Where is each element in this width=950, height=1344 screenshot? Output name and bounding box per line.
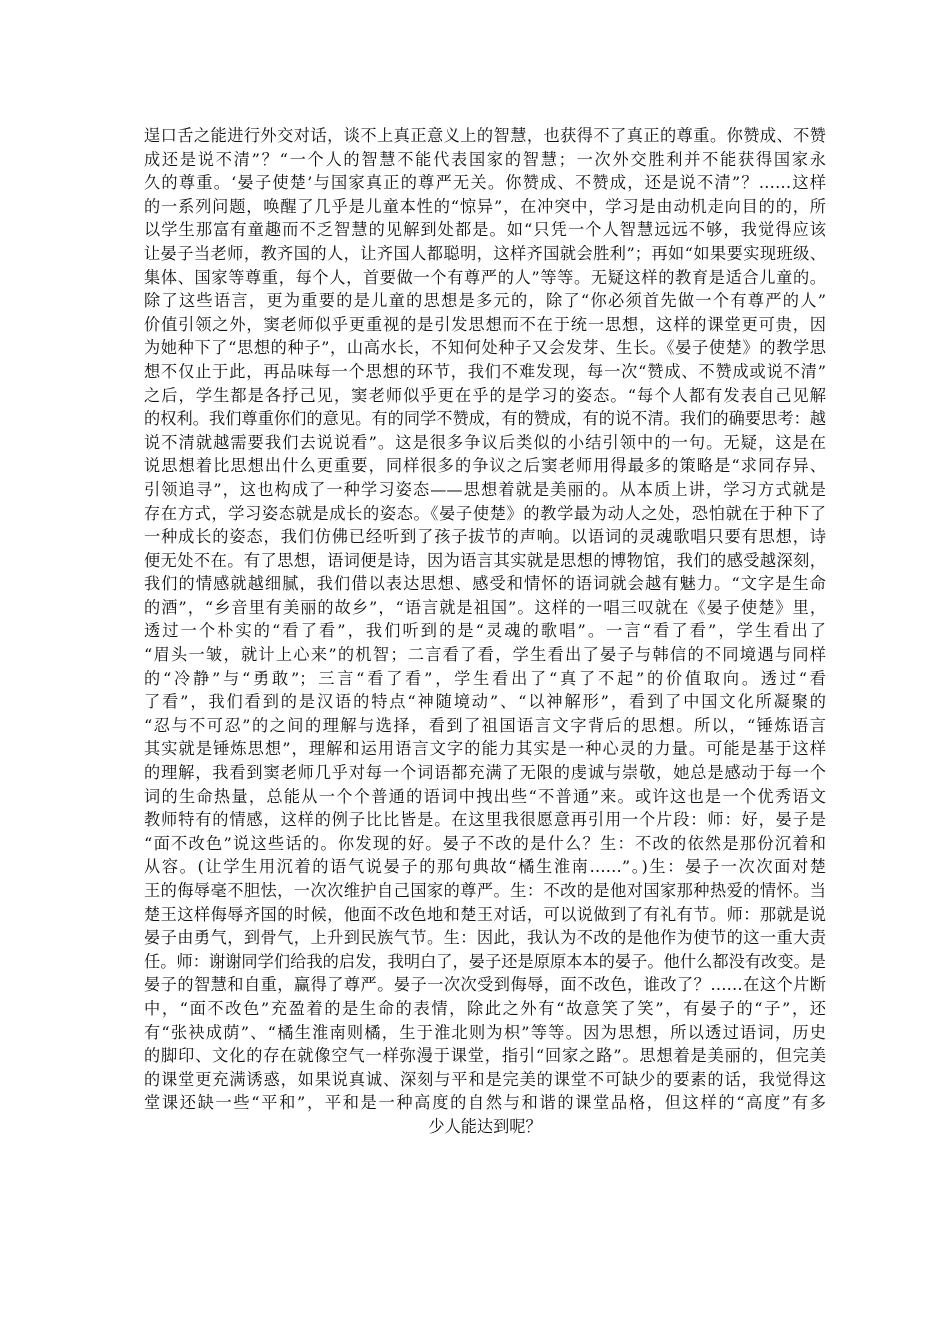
- paragraph-line: 晏子的智慧和自重，赢得了尊严。晏子一次次受到侮辱，面不改色，谁改了？……在这个片断: [144, 975, 826, 995]
- paragraph-line: 的一系列问题，唤醒了几乎是儿童本性的“惊异”，在冲突中，学习是由动机走向目的的，所: [144, 196, 826, 216]
- paragraph-line: 想不仅止于此，再品味每一个思想的环节，我们不难发现，每一次“赞成、不赞成或说不清”: [144, 361, 826, 381]
- paragraph-line: 词的生命热量，总能从一个个普通的语词中拽出些“不普通”来。或许这也是一个优秀语文: [144, 786, 826, 806]
- paragraph-line: 说不清就越需要我们去说说看”。这是很多争议后类似的小结引领中的一句。无疑，这是在: [144, 432, 826, 452]
- paragraph-line: 的“冷静”与“勇敢”；三言“看了看”，学生看出了“真了不起”的价值取向。透过“看: [144, 668, 826, 688]
- paragraph-line: “面不改色”说这些话的。你发现的好。晏子不改的是什么？生：不改的依然是那份沉着和: [144, 833, 826, 853]
- paragraph-line: 其实就是锤炼思想”，理解和运用语言文字的能力其实是一种心灵的力量。可能是基于这样: [144, 739, 826, 759]
- paragraph-line: 成还是说不清”？“一个人的智慧不能代表国家的智慧；一次外交胜利并不能获得国家永: [144, 149, 826, 169]
- paragraph-line: 透过一个朴实的“看了看”，我们听到的是“灵魂的歌唱”。一言“看了看”，学生看出了: [144, 621, 826, 641]
- paragraph-line: 中，“面不改色”充盈着的是生命的表情，除此之外有“故意笑了笑”，有晏子的“子”，还: [144, 998, 826, 1018]
- paragraph-line: 从容。(让学生用沉着的语气说晏子的那句典故“橘生淮南……”。)生：晏子一次次面对楚: [144, 857, 826, 877]
- paragraph-line: “忍与不可忍”的之间的理解与选择，看到了祖国语言文字背后的思想。所以，“锤炼语言: [144, 715, 826, 735]
- paragraph-line: 的理解，我看到窦老师几乎对每一个词语都充满了无限的虔诚与崇敬，她总是感动于每一个: [144, 763, 826, 783]
- paragraph-line: 便无处不在。有了思想，语词便是诗，因为语言其实就是思想的博物馆，我们的感受越深刻，: [144, 550, 826, 570]
- paragraph-line: 的脚印、文化的存在就像空气一样弥漫于课堂，指引“回家之路”。思想着是美丽的，但完美: [144, 1046, 826, 1066]
- document-page: [144, 124, 826, 1139]
- paragraph-line: 引领追寻”，这也构成了一种学习姿态——思想着就是美丽的。从本质上讲，学习方式就是: [144, 479, 826, 499]
- paragraph-line: 教师特有的情感，这样的例子比比皆是。在这里我很愿意再引用一个片段：师：好，晏子是: [144, 810, 826, 830]
- paragraph-line: 存在方式，学习姿态就是成长的姿态。《晏子使楚》的教学最为动人之处，恐怕就在于种下了: [144, 503, 826, 523]
- paragraph-line: 之后，学生都是各抒己见，窦老师似乎更在乎的是学习的姿态。“每个人都有发表自己见解: [144, 385, 826, 405]
- paragraph-line: 我们的情感就越细腻，我们借以表达思想、感受和情怀的语词就会越有魅力。“文字是生命: [144, 574, 826, 594]
- paragraph-line: 晏子由勇气，到骨气，上升到民族气节。生：因此，我认为不改的是他作为使节的这一重大责: [144, 928, 826, 948]
- paragraph-line: 久的尊重。‘晏子使楚’与国家真正的尊严无关。你赞成、不赞成，还是说不清”？……这样: [144, 173, 826, 193]
- paragraph-line: 以学生那富有童趣而不乏智慧的见解到处都是。如“只凭一个人智慧远远不够，我觉得应该: [144, 220, 826, 240]
- paragraph-line: 楚王这样侮辱齐国的时候，他面不改色地和楚王对话，可以说做到了有礼有节。师：那就是说: [144, 904, 826, 924]
- paragraph-line: “眉头一皱，就计上心来”的机智；二言看了看，学生看出了晏子与韩信的不同境遇与同样: [144, 645, 826, 665]
- paragraph-line: 王的侮辱毫不胆怯，一次次维护自己国家的尊严。生：不改的是他对国家那种热爱的情怀。当: [144, 881, 826, 900]
- paragraph-line: 的权利。我们尊重你们的意见。有的同学不赞成，有的赞成，有的说不清。我们的确要思考：越: [144, 409, 826, 429]
- paragraph-line: 堂课还缺一些“平和”，平和是一种高度的自然与和谐的课堂品格，但这样的“高度”有多: [144, 1093, 826, 1113]
- paragraph-line: 让晏子当老师，教齐国的人，让齐国人都聪明，这样齐国就会胜利”；再如“如果要实现班级、: [144, 243, 826, 263]
- paragraph-line: 逞口舌之能进行外交对话，谈不上真正意义上的智慧，也获得不了真正的尊重。你赞成、不赞: [144, 126, 826, 145]
- paragraph-line: 除了这些语言，更为重要的是儿童的思想是多元的，除了“你必须首先做一个有尊严的人”: [144, 291, 826, 311]
- paragraph-line: 了看”，我们看到的是汉语的特点“神随境动”、“以神解形”，看到了中国文化所凝聚的: [144, 692, 826, 712]
- paragraph-line: 价值引领之外，窦老师似乎更重视的是引发思想而不在于统一思想，这样的课堂更可贵，因: [144, 314, 826, 334]
- paragraph-line: 有“张袂成荫”、“橘生淮南则橘，生于淮北则为枳”等等。因为思想，所以透过语词，历史: [144, 1022, 826, 1042]
- paragraph-line: 少人能达到呢？: [428, 1116, 542, 1136]
- paragraph-line: 的课堂更充满诱惑，如果说真诚、深刻与平和是完美的课堂不可缺少的要素的话，我觉得这: [144, 1069, 826, 1089]
- paragraph-line: 任。师：谢谢同学们给我的启发，我明白了，晏子还是原原本本的晏子。他什么都没有改变。是: [144, 951, 826, 971]
- paragraph-line: 为她种下了“思想的种子”，山高水长，不知何处种子又会发芽、生长。《晏子使楚》的教学思: [144, 338, 826, 358]
- paragraph-line: 说思想着比思想出什么更重要，同样很多的争议之后窦老师用得最多的策略是“求同存异、: [144, 456, 826, 476]
- paragraph-line: 的酒”，“乡音里有美丽的故乡”，“语言就是祖国”。这样的一唱三叹就在《晏子使楚》里，: [144, 597, 826, 617]
- paragraph-line: 集体、国家等尊重，每个人，首要做一个有尊严的人”等等。无疑这样的教育是适合儿童的。: [144, 267, 826, 287]
- paragraph-line: 一种成长的姿态，我们仿佛已经听到了孩子拔节的声响。以语词的灵魂歌唱只要有思想，诗: [144, 527, 826, 547]
